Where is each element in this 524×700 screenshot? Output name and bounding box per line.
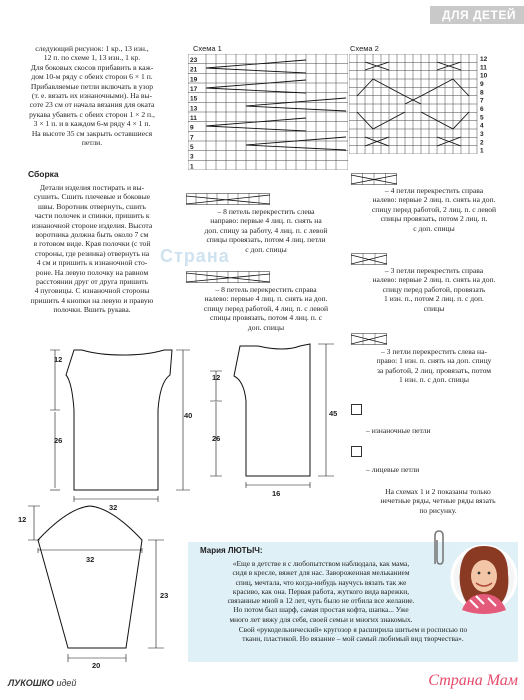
purl-description: – изнаночные петли <box>366 426 431 435</box>
text-line: спицы <box>423 303 445 313</box>
cross8-right-description <box>186 285 346 332</box>
text-line: Детали изделия постирать и вы- <box>39 183 145 192</box>
text-line: доп. спицу за работу, 4 лиц. п. с левой <box>204 225 328 235</box>
back-pattern <box>48 330 198 517</box>
text-line: Для боковых скосов прибавить в каж- <box>30 62 154 72</box>
text-line: расстоянии друг от друга пришить <box>35 277 148 287</box>
text-line: дом 10-м ряду с обеих сторон 6 × 1 п. <box>31 72 153 82</box>
schema1-row-label: 13 <box>190 105 198 113</box>
text-line: части полочек и спинки, пришить к <box>34 211 150 221</box>
faint-watermark: Страна <box>160 246 230 266</box>
section-tag: ДЛЯ ДЕТЕЙ <box>430 6 524 24</box>
text-line: налево: первые 2 лиц. п. снять на доп. <box>372 275 496 285</box>
text-line: воротника должна быть около 7 см <box>35 230 149 240</box>
schema2-row-label: 8 <box>480 89 484 97</box>
schema1-row-label: 15 <box>190 95 198 103</box>
text-line: 3 × 1 п. и в каждом 6-м ряду 4 × 1 п. <box>33 119 151 129</box>
schema2-row-label: 1 <box>480 147 484 154</box>
text-line: – 3 петли перекрестить слева на- <box>380 347 488 356</box>
text-line: петли. <box>81 138 103 148</box>
knitting-instructions <box>8 44 176 147</box>
schema1-row-label: 7 <box>190 134 194 142</box>
schema2-row-label: 4 <box>480 122 484 130</box>
schema1-title: Схема 1 <box>193 44 222 53</box>
text-line: швы. Воротник отвернуть, сшить <box>38 201 146 211</box>
text-line: следующий рисунок: 1 кр., 13 изн., <box>35 44 149 53</box>
schema1-grid <box>188 54 348 175</box>
text-line: 1 изн. п. с доп. спицы <box>399 375 469 385</box>
text-line: налево: первые 4 лиц. п. снять на доп. <box>204 294 328 304</box>
text-line: направо: первые 4 лиц. п. снять на <box>210 216 322 226</box>
text-line: изнаночной стороне изделия. Высота <box>31 220 153 230</box>
site-watermark: Страна Мам <box>428 672 518 689</box>
text-line: – 3 петли перекрестить справа <box>384 266 484 275</box>
text-line: рукава убавить с обеих сторон 1 × 2 п., <box>29 109 155 119</box>
sleeve-pattern <box>8 498 178 675</box>
cross3-right-description <box>348 266 520 313</box>
sleeve-top-label: 12 <box>18 515 27 524</box>
text-line: связанные мной в 12 лет, чуть было не отбила все желание. <box>227 596 415 606</box>
schema2-row-label: 5 <box>480 114 484 122</box>
text-line: Прибавляемые петли включать в узор <box>30 81 154 91</box>
text-line: спицу перед работой, провязать <box>382 284 486 294</box>
purl-symbol <box>351 404 362 415</box>
author-photo <box>448 532 518 629</box>
text-line: «Еще в детстве я с любопытством наблюдала, как мама, <box>232 559 410 568</box>
text-line: роне. На левую полочку на равном <box>35 267 149 277</box>
text-line: за работой, 2 лиц. провязать, потом <box>376 365 492 375</box>
text-line: нечетные ряды, четные ряды вязать <box>380 496 496 506</box>
sleeve-bottom-label: 20 <box>92 661 101 670</box>
text-line: право: 1 изн. п. снять на доп. спицу <box>376 356 492 366</box>
text-line: соте 23 см от начала вязания для оката <box>29 100 155 110</box>
text-line: спицы провязать, потом 2 лиц. п. <box>380 214 488 224</box>
text-line: по рисунку. <box>419 505 457 515</box>
text-line: стороны, где резинка) отвернуть на <box>34 248 150 258</box>
text-line: сушить. Сшить плечевые и боковые <box>33 192 151 202</box>
text-line: (т. е. вязать их изнаночными). На вы- <box>31 91 153 101</box>
schema1-row-label: 9 <box>190 124 194 132</box>
brand-name: ЛУКОШКО <box>8 678 54 688</box>
text-line: сидя в кресле, вяжет для нас. Завороженная мельканием <box>232 568 410 578</box>
schema1-row-label: 1 <box>190 163 194 170</box>
text-line: красиво, как она. Первая работа, жуткого вида варежки, <box>232 586 410 596</box>
schema2-row-label: 7 <box>480 97 484 105</box>
schema2-grid <box>349 54 495 159</box>
knit-description: – лицевые петли <box>366 465 420 474</box>
back-shoulder-label: 12 <box>54 355 63 364</box>
text-line: 1 изн. п., потом 2 лиц. п. с доп. <box>384 294 484 304</box>
back-height-label: 26 <box>54 436 63 445</box>
text-line: спицы провязать, потом 4 лиц. петли <box>206 235 326 245</box>
cross8-left-description <box>186 207 346 254</box>
text-line: – 4 петли перекрестить справа <box>384 186 484 195</box>
text-line: – 8 петель перекрестить справа <box>215 285 317 294</box>
schema1-row-label: 19 <box>190 76 198 84</box>
quote-author: Мария ЛЮТЫЧ: <box>200 546 263 555</box>
sleeve-width-label: 32 <box>86 555 95 564</box>
text-line: 4 см и пришить к изнаночной сто- <box>36 258 148 268</box>
schema2-row-label: 10 <box>480 72 488 80</box>
front-pattern <box>200 326 350 511</box>
text-line: спицы провязать, потом 4 лиц. п. с <box>210 313 322 323</box>
schema2-row-label: 9 <box>480 81 484 88</box>
text-line: в готовом виде. Края полочки (с той <box>33 239 151 249</box>
text-line: пришить 4 кнопки на левую и правую <box>30 295 154 305</box>
front-shoulder-label: 12 <box>212 373 221 382</box>
schema2-row-label: 11 <box>480 64 487 72</box>
text-line: ткани, пластикой. Но вязание – мой самый любимый вид творчества». <box>242 634 464 644</box>
schema2-title: Схема 2 <box>350 44 379 53</box>
text-line: спицу перед работой, 4 лиц. п. с левой <box>203 303 329 313</box>
text-line: спицу перед работой, 2 лиц. п. с левой <box>371 204 497 214</box>
text-line: много лет вяжу для себя, своей семьи и многих знакомых. <box>229 614 413 624</box>
schema1-row-label: 21 <box>190 66 198 74</box>
front-height-label: 26 <box>212 434 221 443</box>
back-total-label: 40 <box>184 411 193 420</box>
text-line: 12 п. по схеме 1, 13 изн., 1 кр. <box>43 53 141 63</box>
text-line: доп. спицы <box>247 322 285 332</box>
cross3-left-description <box>348 347 520 385</box>
knit-symbol <box>351 446 362 457</box>
brand-tagline: идей <box>56 678 77 688</box>
text-line: Но потом был шарф, самая простая кофта, шапка... Уже <box>233 605 409 615</box>
paperclip-icon <box>430 528 446 573</box>
schema1-row-label: 23 <box>190 57 198 64</box>
schema-note <box>356 487 520 515</box>
schema1-row-label: 5 <box>190 144 194 151</box>
schema1-row-label: 17 <box>190 86 198 93</box>
text-line: с доп. спицы <box>413 223 455 233</box>
schema2-row-label: 12 <box>480 56 488 63</box>
front-width-label: 16 <box>272 489 281 498</box>
text-line: налево: первые 2 лиц. п. снять на доп. <box>372 195 496 205</box>
schema2-row-label: 6 <box>480 106 484 113</box>
text-line: На высоте 35 см закрыть оставшиеся <box>31 128 153 138</box>
schema1-row-label: 3 <box>190 153 194 161</box>
text-line: спиц, мечтала, что когда-нибудь научусь вязать так же <box>235 577 407 587</box>
text-line: 4 пуговицы. С изнаночной стороны <box>34 286 150 296</box>
magazine-logo <box>8 678 76 688</box>
text-line: На схемах 1 и 2 показаны только <box>385 487 491 496</box>
schema2-row-label: 3 <box>480 131 484 138</box>
assembly-heading: Сборка <box>28 169 59 179</box>
quote-text <box>194 559 448 624</box>
text-line: с доп. спицы <box>245 244 287 254</box>
front-total-label: 45 <box>329 409 338 418</box>
schema2-row-label: 2 <box>480 139 484 147</box>
text-line: полочки. Вшить рукава. <box>53 305 131 315</box>
sleeve-height-label: 23 <box>160 591 169 600</box>
text-line: – 8 петель перекрестить слева <box>217 207 315 216</box>
schema1-row-label: 11 <box>190 115 197 122</box>
assembly-instructions <box>8 183 176 315</box>
cross4-right-description <box>348 186 520 233</box>
text-line: Свой «рукодельнический» кругозор я расширила шитьем и росписью по <box>238 625 468 634</box>
back-width-label: 32 <box>109 503 118 512</box>
